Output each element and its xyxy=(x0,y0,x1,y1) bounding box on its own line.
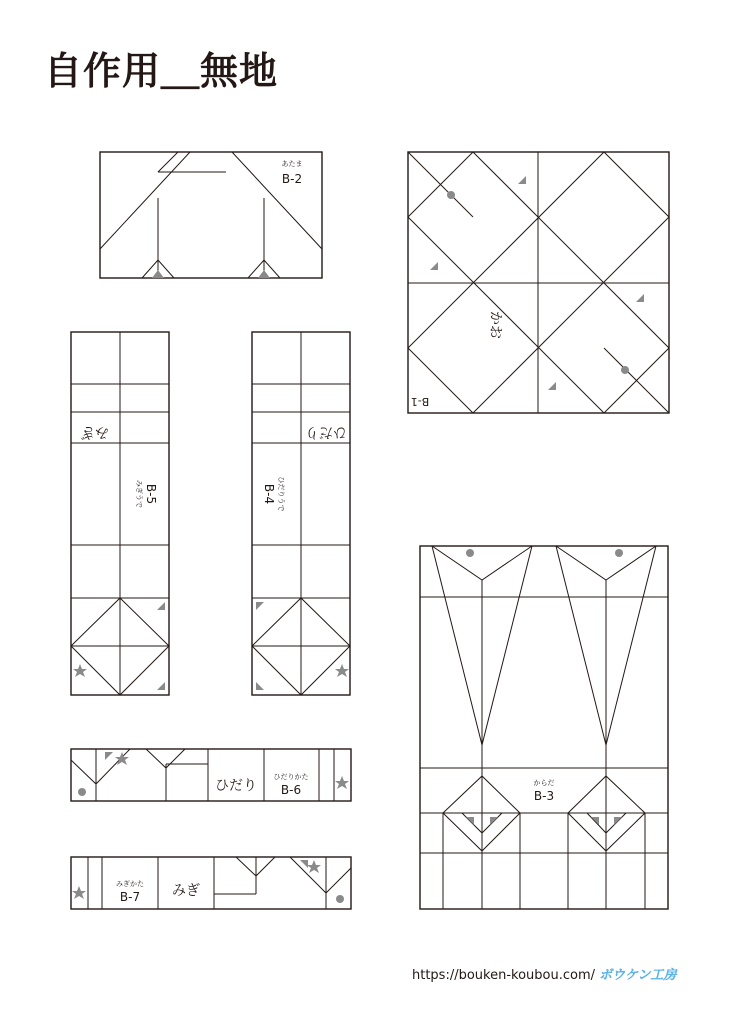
b7-side-label: みぎ xyxy=(172,883,200,899)
b4-code-label: B-4 xyxy=(262,483,276,505)
piece-b6-left-shoulder xyxy=(71,749,351,801)
b6-name-label: ひだりかた xyxy=(273,773,309,781)
b4-name-label: ひだりうで xyxy=(277,476,285,512)
b6-side-label: ひだり xyxy=(215,778,257,794)
b6-code-label: B-6 xyxy=(280,783,302,797)
piece-b1-face xyxy=(408,152,669,413)
b1-name-label: かお xyxy=(487,311,503,339)
b1-code-label: B-1 xyxy=(410,395,430,408)
piece-b2-head xyxy=(100,152,322,278)
footer-url-link[interactable]: https://bouken-koubou.com/ xyxy=(412,968,596,983)
piece-b4-left-arm xyxy=(252,332,350,695)
piece-b5-right-arm xyxy=(71,332,169,695)
b5-name-label: みぎうで xyxy=(135,480,143,508)
b5-code-label: B-5 xyxy=(144,483,158,505)
b2-code-label: B-2 xyxy=(281,172,303,186)
b3-code-label: B-3 xyxy=(533,789,555,803)
page-title: 自作用＿無地 xyxy=(44,49,279,93)
piece-b7-right-shoulder xyxy=(71,857,351,909)
b5-side-label: みぎ xyxy=(81,424,109,440)
b3-name-label: からだ xyxy=(533,779,555,787)
footer xyxy=(412,964,676,983)
brand-logo[interactable] xyxy=(599,968,676,983)
b2-name-label: あたま xyxy=(281,160,303,168)
brand-name: ボウケン工房 xyxy=(599,968,677,983)
b4-side-label: ひだり xyxy=(305,424,347,440)
b7-code-label: B-7 xyxy=(119,890,141,904)
piece-b3-body xyxy=(420,546,668,909)
b7-name-label: みぎかた xyxy=(116,880,144,888)
